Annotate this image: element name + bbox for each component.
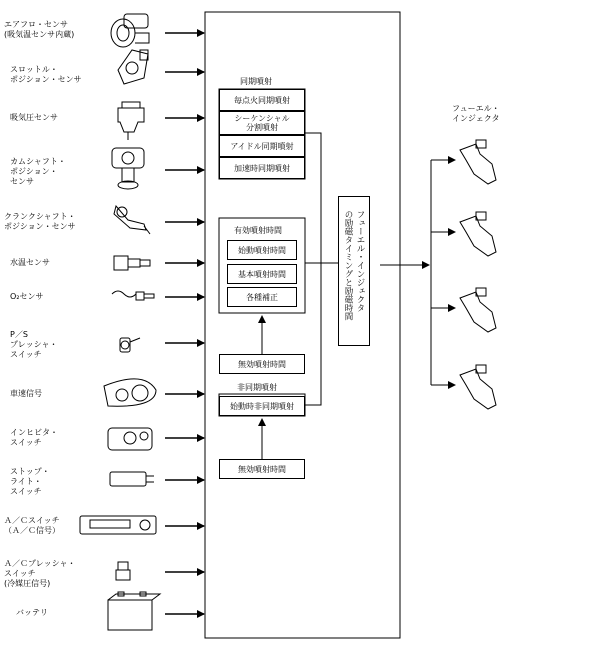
- sync-item: アイドル同期噴射: [219, 135, 305, 157]
- stop-light-switch-icon: [110, 472, 154, 486]
- crankshaft-position-sensor-icon: [114, 206, 150, 234]
- async-group-title: 非同期噴射: [237, 383, 277, 392]
- input-arrows: [165, 33, 204, 614]
- sync-item: 加速時同期噴射: [219, 157, 305, 179]
- sync-to-timing-line: [305, 133, 338, 263]
- fuel-injector-icon: [460, 140, 496, 184]
- sync-item: 毎点火同期噴射: [219, 89, 305, 111]
- injector-icons: [460, 140, 496, 409]
- battery-icon: [108, 592, 160, 630]
- sensor-label-vehicle-speed: 車速信号: [10, 389, 42, 398]
- invalid-injection-time-upper: 無効噴射時間: [219, 354, 305, 374]
- ac-pressure-switch-icon: [116, 562, 130, 580]
- sensor-label-ac-pressure: Ａ／Ｃプレッシャ・ スイッチ (冷媒圧信号): [4, 559, 76, 588]
- effective-item: 各種補正: [227, 287, 297, 307]
- sensor-label-throttle: スロットル・ ポジション・センサ: [10, 65, 82, 84]
- invalid-injection-time-lower: 無効噴射時間: [219, 459, 305, 479]
- ps-pressure-switch-icon: [120, 338, 140, 352]
- sensor-label-ac-switch: Ａ／Ｃスイッチ （Ａ／Ｃ信号）: [4, 516, 60, 535]
- vehicle-speed-meter-icon: [104, 379, 156, 406]
- camshaft-position-sensor-icon: [112, 148, 144, 189]
- fuel-injector-icon: [460, 365, 496, 409]
- sensor-icons: [80, 14, 160, 630]
- airflow-sensor-icon: [111, 14, 149, 47]
- sync-group-title: 同期噴射: [240, 77, 272, 86]
- sensor-label-camshaft: カムシャフト・ ポジション・ センサ: [10, 157, 66, 186]
- water-temp-sensor-icon: [114, 256, 150, 270]
- timing-text-col2: の励磁タイミングと励磁時間: [343, 210, 353, 321]
- output-lines: [380, 160, 455, 385]
- sensor-label-water-temp: 水温センサ: [10, 258, 50, 267]
- effective-item: 基本噴射時間: [227, 264, 297, 284]
- ac-switch-panel-icon: [80, 516, 156, 534]
- effective-item: 始動噴射時間: [227, 240, 297, 260]
- inhibitor-switch-icon: [108, 428, 152, 450]
- sensor-label-intake-pressure: 吸気圧センサ: [10, 113, 58, 122]
- fuel-injector-icon: [460, 288, 496, 332]
- sensor-label-stop-light: ストップ・ ライト・ スイッチ: [10, 467, 50, 496]
- sensor-label-inhibitor: インヒビタ・ スイッチ: [10, 428, 58, 447]
- async-item: 始動時非同期噴射: [219, 396, 305, 416]
- o2-sensor-icon: [112, 291, 154, 300]
- throttle-position-sensor-icon: [118, 50, 148, 84]
- effective-group-title: 有効噴射時間: [234, 226, 282, 235]
- sensor-label-crankshaft: クランクシャフト・ ポジション・センサ: [4, 212, 76, 231]
- sensor-label-airflow: エアフロ・センサ (吸気温センサ内蔵): [4, 20, 75, 39]
- intake-pressure-sensor-icon: [118, 102, 144, 140]
- sync-item: シーケンシャル 分割噴射: [219, 111, 305, 135]
- sensor-label-ps-switch: P／S プレッシャ・ スイッチ: [10, 330, 58, 359]
- async-to-timing-line: [305, 263, 321, 405]
- output-label: フューエル・ インジェクタ: [452, 104, 500, 123]
- sensor-label-battery: バッテリ: [16, 608, 48, 617]
- fuel-injector-icon: [460, 212, 496, 256]
- timing-text-col1: フューエル・インジェクタ: [355, 210, 365, 312]
- sensor-label-o2: O₂センサ: [10, 292, 44, 301]
